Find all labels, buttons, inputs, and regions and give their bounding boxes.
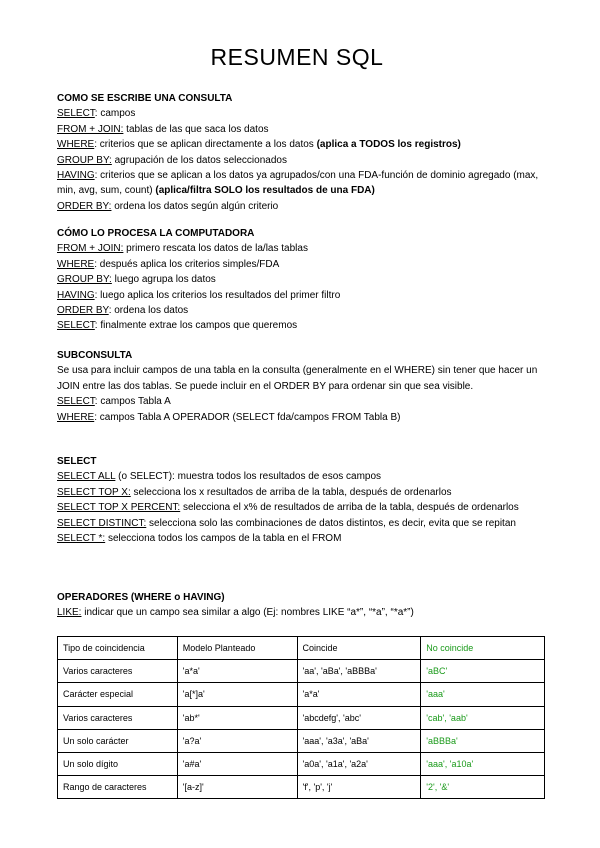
line-order: ORDER BY: ordena los datos	[57, 305, 189, 317]
line-having: HAVING: luego aplica los criterios los resultados del primer filtro	[57, 289, 341, 301]
line-select-star: SELECT *: selecciona todos los campos de la tabla en el FROM	[57, 533, 342, 545]
section-heading: OPERADORES (WHERE o HAVING)	[57, 592, 225, 603]
line-select-top: SELECT TOP X: selecciona los x resultados de arriba de la tabla, después de ordenarlos	[57, 486, 452, 498]
table-cell: Varios caracteres	[58, 706, 178, 729]
table-cell: 'aa', 'aBa', 'aBBBa'	[297, 660, 421, 683]
line-where: WHERE: después aplica los criterios simples/FDA	[57, 258, 280, 270]
section-como-procesa	[57, 226, 547, 334]
table-cell: 'a0a', 'a1a', 'a2a'	[297, 752, 421, 775]
line-like: LIKE: indicar que un campo sea similar a algo (Ej: nombres LIKE “a*”, “*a”, “*a*”)	[57, 607, 414, 619]
section-select	[57, 454, 547, 546]
table-row	[58, 752, 545, 775]
subconsulta-text: Se usa para incluir campos de una tabla en la consulta (generalmente en el WHERE) sin tener que hacer un JOIN entre las dos tablas. Se puede incluir en el ORDER BY para ordenar sin que sea visible.	[57, 365, 538, 392]
like-patterns-table	[57, 636, 545, 799]
table-cell: 'cab', 'aab'	[421, 706, 545, 729]
table-row	[58, 683, 545, 706]
section-heading: SUBCONSULTA	[57, 350, 133, 361]
table-cell: 'aaa'	[421, 683, 545, 706]
table-cell: 'a*a'	[177, 660, 297, 683]
table-cell: 'abcdefg', 'abc'	[297, 706, 421, 729]
table-cell: 'f', 'p', 'j'	[297, 776, 421, 799]
table-cell: 'ab*'	[177, 706, 297, 729]
table-cell: 'aaa', 'a3a', 'aBa'	[297, 729, 421, 752]
header-cell: Coincide	[297, 637, 421, 660]
line-order: ORDER BY: ordena los datos según algún criterio	[57, 200, 279, 212]
table-cell: 'aBC'	[421, 660, 545, 683]
line-where: WHERE: campos Tabla A OPERADOR (SELECT fda/campos FROM Tabla B)	[57, 411, 401, 423]
table-cell: '[a-z]'	[177, 776, 297, 799]
line-from: FROM + JOIN: tablas de las que saca los datos	[57, 123, 269, 135]
section-heading: SELECT	[57, 456, 97, 467]
section-subconsulta	[57, 348, 547, 425]
table-cell: Un solo dígito	[58, 752, 178, 775]
table-header-row	[58, 637, 545, 660]
table-cell: '2', '&'	[421, 776, 545, 799]
table-cell: 'a#a'	[177, 752, 297, 775]
section-como-escribe	[57, 91, 547, 214]
line-from: FROM + JOIN: primero rescata los datos de la/las tablas	[57, 243, 308, 255]
line-group: GROUP BY: luego agrupa los datos	[57, 274, 216, 286]
table-cell: 'a*a'	[297, 683, 421, 706]
header-cell: Tipo de coincidencia	[58, 637, 178, 660]
line-select-all: SELECT ALL (o SELECT): muestra todos los resultados de esos campos	[57, 471, 382, 483]
page-title: RESUMEN SQL	[210, 44, 384, 70]
line-group: GROUP BY: agrupación de los datos seleccionados	[57, 154, 287, 166]
line-select: SELECT: campos	[57, 108, 136, 120]
table-cell: 'a[*]a'	[177, 683, 297, 706]
table-cell: Un solo carácter	[58, 729, 178, 752]
table-cell: Rango de caracteres	[58, 776, 178, 799]
section-heading: COMO SE ESCRIBE UNA CONSULTA	[57, 93, 233, 104]
line-where: WHERE: criterios que se aplican directamente a los datos (aplica a TODOS los registros)	[57, 139, 461, 151]
section-operadores	[57, 590, 547, 621]
table-row	[58, 776, 545, 799]
table-row	[58, 706, 545, 729]
line-select-distinct: SELECT DISTINCT: selecciona solo las combinaciones de datos distintos, es decir, evita que se repitan	[57, 517, 516, 529]
line-select: SELECT: finalmente extrae los campos que queremos	[57, 320, 298, 332]
line-select-percent: SELECT TOP X PERCENT: selecciona el x% de resultados de arriba de la tabla, después de ordenarlos	[57, 502, 519, 514]
table-cell: Varios caracteres	[58, 660, 178, 683]
line-having: HAVING: criterios que se aplican a los datos ya agrupados/con una FDA-función de dominio agregado (max, min, avg, sum, count) (aplica/filtra SOLO los resultados de una FDA)	[57, 170, 539, 197]
table-row	[58, 729, 545, 752]
table-cell: 'aaa', 'a10a'	[421, 752, 545, 775]
header-cell: Modelo Planteado	[177, 637, 297, 660]
table-cell: 'aBBBa'	[421, 729, 545, 752]
table-row	[58, 660, 545, 683]
table-cell: 'a?a'	[177, 729, 297, 752]
header-cell: No coincide	[421, 637, 545, 660]
section-heading: CÓMO LO PROCESA LA COMPUTADORA	[57, 228, 255, 239]
table-cell: Carácter especial	[58, 683, 178, 706]
line-select: SELECT: campos Tabla A	[57, 396, 171, 408]
